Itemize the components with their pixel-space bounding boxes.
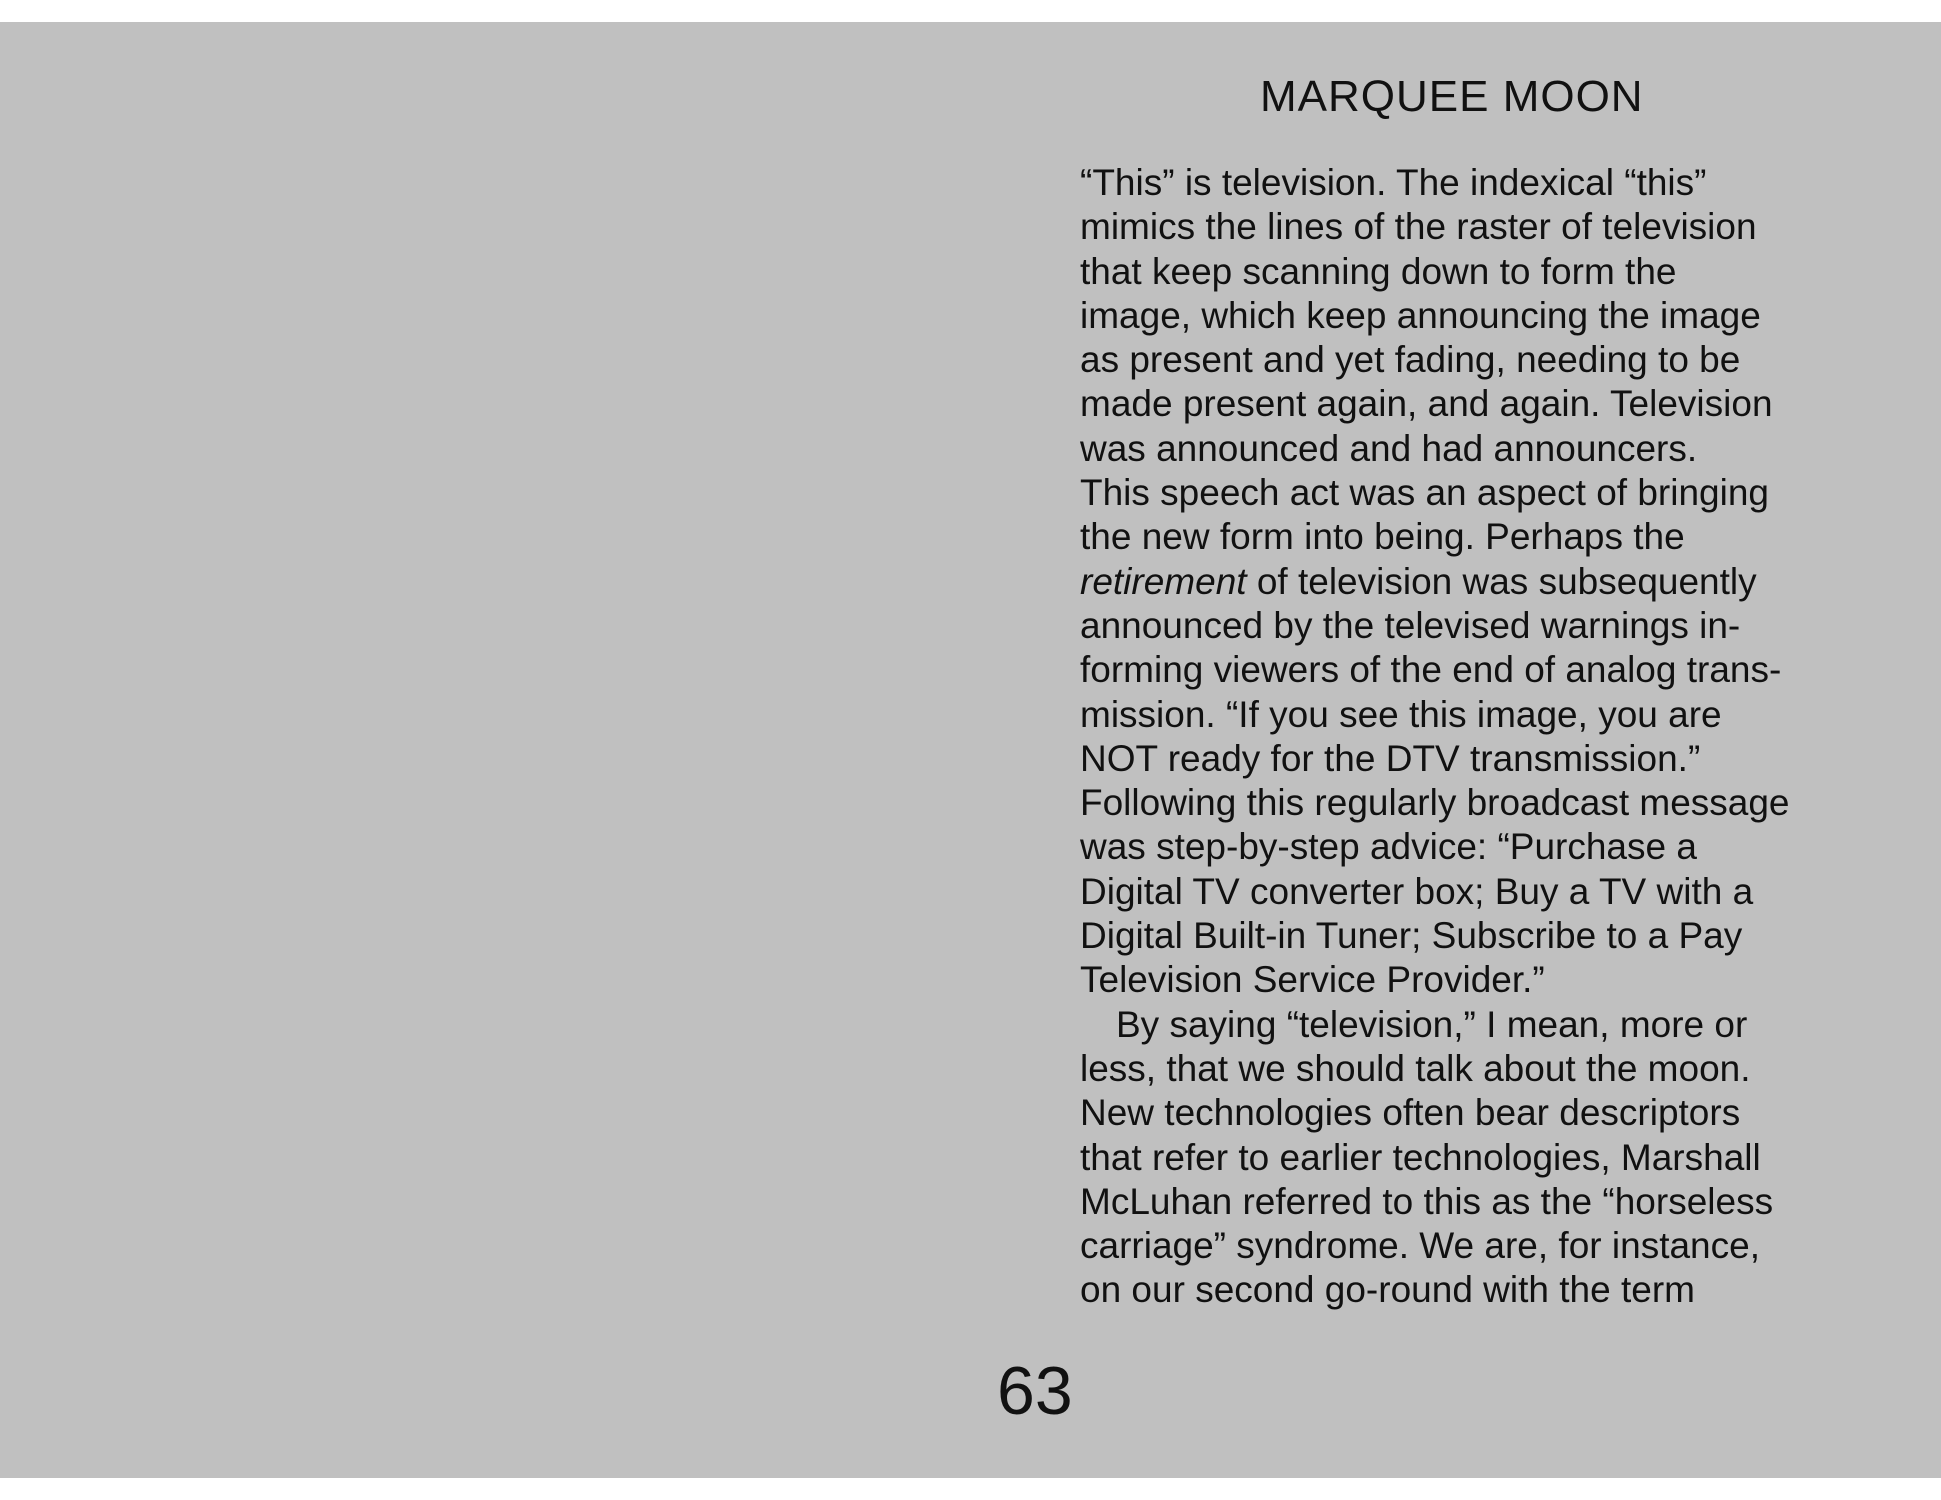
text-line: the new form into being. Perhaps the [1080,516,1685,558]
text-line: New technologies often bear descriptors [1080,1092,1741,1134]
text-line: was announced and had announcers. [1080,427,1698,469]
text-line: that keep scanning down to form the [1080,250,1677,292]
text-line: less, that we should talk about the moon. [1080,1047,1751,1089]
text-line: was step-by-step advice: “Purchase a [1080,826,1697,868]
text-line: Digital TV converter box; Buy a TV with a [1080,870,1754,912]
text-line: carriage” syndrome. We are, for instance, [1080,1225,1760,1267]
text-line: Television Service Provider.” [1080,959,1545,1001]
text-line: McLuhan referred to this as the “horseless [1080,1180,1774,1222]
text-line: as present and yet fading, needing to be [1080,339,1741,381]
page-number: 63 [997,1353,1073,1429]
text-line: mission. “If you see this image, you are [1080,693,1722,735]
text-line-rest: of television was subsequently [1246,560,1757,602]
text-line: Digital Built-in Tuner; Subscribe to a Pay [1080,915,1743,957]
text-line: mimics the lines of the raster of television [1080,206,1757,248]
text-line: forming viewers of the end of analog trans- [1080,649,1782,691]
text-line: By saying “television,” I mean, more or [1116,1003,1748,1045]
text-line: This speech act was an aspect of bringing [1080,472,1769,514]
text-line: “This” is television. The indexical “this” [1080,162,1707,203]
text-line: that refer to earlier technologies, Marshall [1080,1136,1761,1178]
text-line: on our second go-round with the term [1080,1269,1695,1311]
running-title: MARQUEE MOON [1260,72,1644,121]
text-line [1080,560,1790,604]
text-line: Following this regularly broadcast message [1080,782,1790,824]
text-line: NOT ready for the DTV transmission.” [1080,737,1701,779]
emphasized-word: retirement [1080,560,1247,602]
text-line: made present again, and again. Television [1080,383,1773,425]
text-line: image, which keep announcing the image [1080,294,1761,336]
text-line: announced by the televised warnings in- [1080,604,1741,646]
book-page [0,22,1941,1478]
body-text [1080,161,1790,1313]
